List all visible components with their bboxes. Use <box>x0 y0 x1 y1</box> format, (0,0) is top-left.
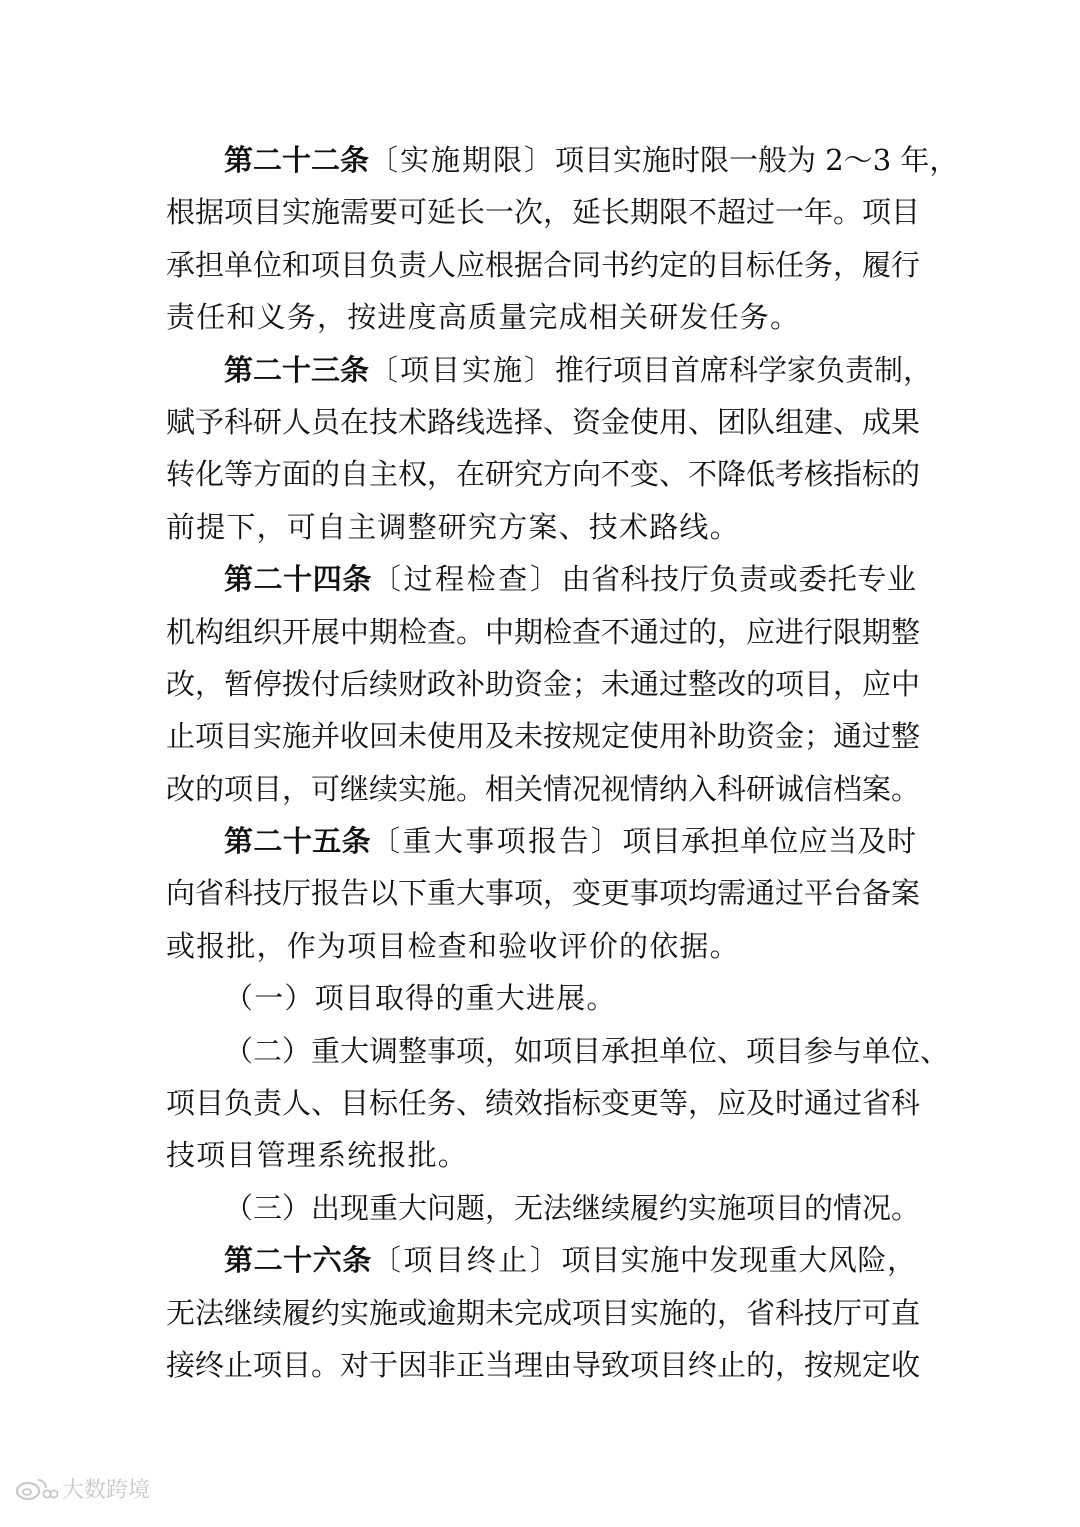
article-text: 推行项目首席科学家负责制， <box>555 352 933 387</box>
paragraph-line: 技项目管理系统报批。 <box>166 1138 469 1173</box>
paragraph-line: 承担单位和项目负责人应根据合同书约定的目标任务，履行 <box>166 247 921 282</box>
watermark <box>14 1473 150 1504</box>
article-number: 第二十六条 <box>224 1243 372 1278</box>
article-title: 〔项目终止〕 <box>371 1243 562 1278</box>
watermark-text: 大数跨境 <box>62 1478 151 1503</box>
article-title: 〔实施期限〕 <box>369 143 556 177</box>
article-25-first-line <box>166 815 916 867</box>
list-item: （一）项目取得的重大进展。 <box>224 981 617 1016</box>
article-text: 项目实施中发现重大风险， <box>561 1243 916 1278</box>
article-text: 项目承担单位应当及时 <box>622 824 916 859</box>
paragraph-line: 根据项目实施需要可延长一次，延长期限不超过一年。项目 <box>166 195 921 230</box>
article-24-first-line <box>166 553 916 605</box>
paragraph-line: 接终止项目。对于因非正当理由导致项目终止的，按规定收 <box>166 1347 921 1382</box>
paragraph-line: 转化等方面的自主权，在研究方向不变、不降低考核指标的 <box>166 457 921 492</box>
article-title: 〔重大事项报告〕 <box>371 824 623 859</box>
paragraph-line: 改，暂停拨付后续财政补助资金；未通过整改的项目，应中 <box>166 666 921 701</box>
list-item: （二）重大调整事项，如项目承担单位、项目参与单位、 <box>224 1033 950 1068</box>
paragraph-line: 责任和义务，按进度高质量完成相关研发任务。 <box>166 300 801 335</box>
paragraph-line: 或报批，作为项目检查和验收评价的依据。 <box>166 928 740 963</box>
article-text: 由省科技厅负责或委托专业 <box>561 562 916 597</box>
article-number: 第二十二条 <box>224 143 370 177</box>
article-22-first-line <box>166 134 959 186</box>
article-26-first-line <box>166 1234 916 1286</box>
paragraph-line: 无法继续履约实施或逾期未完成项目实施的，省科技厅可直 <box>166 1295 921 1330</box>
list-item: （三）出现重大问题，无法继续履约实施项目的情况。 <box>224 1190 921 1225</box>
article-title: 〔过程检查〕 <box>371 562 562 597</box>
paragraph-line: 项目负责人、目标任务、绩效指标变更等，应及时通过省科 <box>166 1086 921 1121</box>
paragraph-line: 机构组织开展中期检查。中期检查不通过的，应进行限期整 <box>166 614 921 649</box>
document-page <box>166 134 959 1391</box>
article-number: 第二十三条 <box>224 352 370 387</box>
paragraph-line: 赋予科研人员在技术路线选择、资金使用、团队组建、成果 <box>166 404 921 439</box>
sina-weibo-logo-icon <box>14 1474 58 1504</box>
paragraph-line: 止项目实施并收回未使用及未按规定使用补助资金；通过整 <box>166 719 921 754</box>
paragraph-line: 向省科技厅报告以下重大事项，变更事项均需通过平台备案 <box>166 876 921 911</box>
paragraph-line: 前提下，可自主调整研究方案、技术路线。 <box>166 509 740 544</box>
article-number: 第二十五条 <box>224 824 372 859</box>
article-23-first-line <box>166 344 933 396</box>
paragraph-line: 改的项目，可继续实施。相关情况视情纳入科研诚信档案。 <box>166 771 921 806</box>
article-text: 项目实施时限一般为 2～3 年， <box>555 143 959 177</box>
article-number: 第二十四条 <box>224 562 372 597</box>
article-title: 〔项目实施〕 <box>369 352 556 387</box>
